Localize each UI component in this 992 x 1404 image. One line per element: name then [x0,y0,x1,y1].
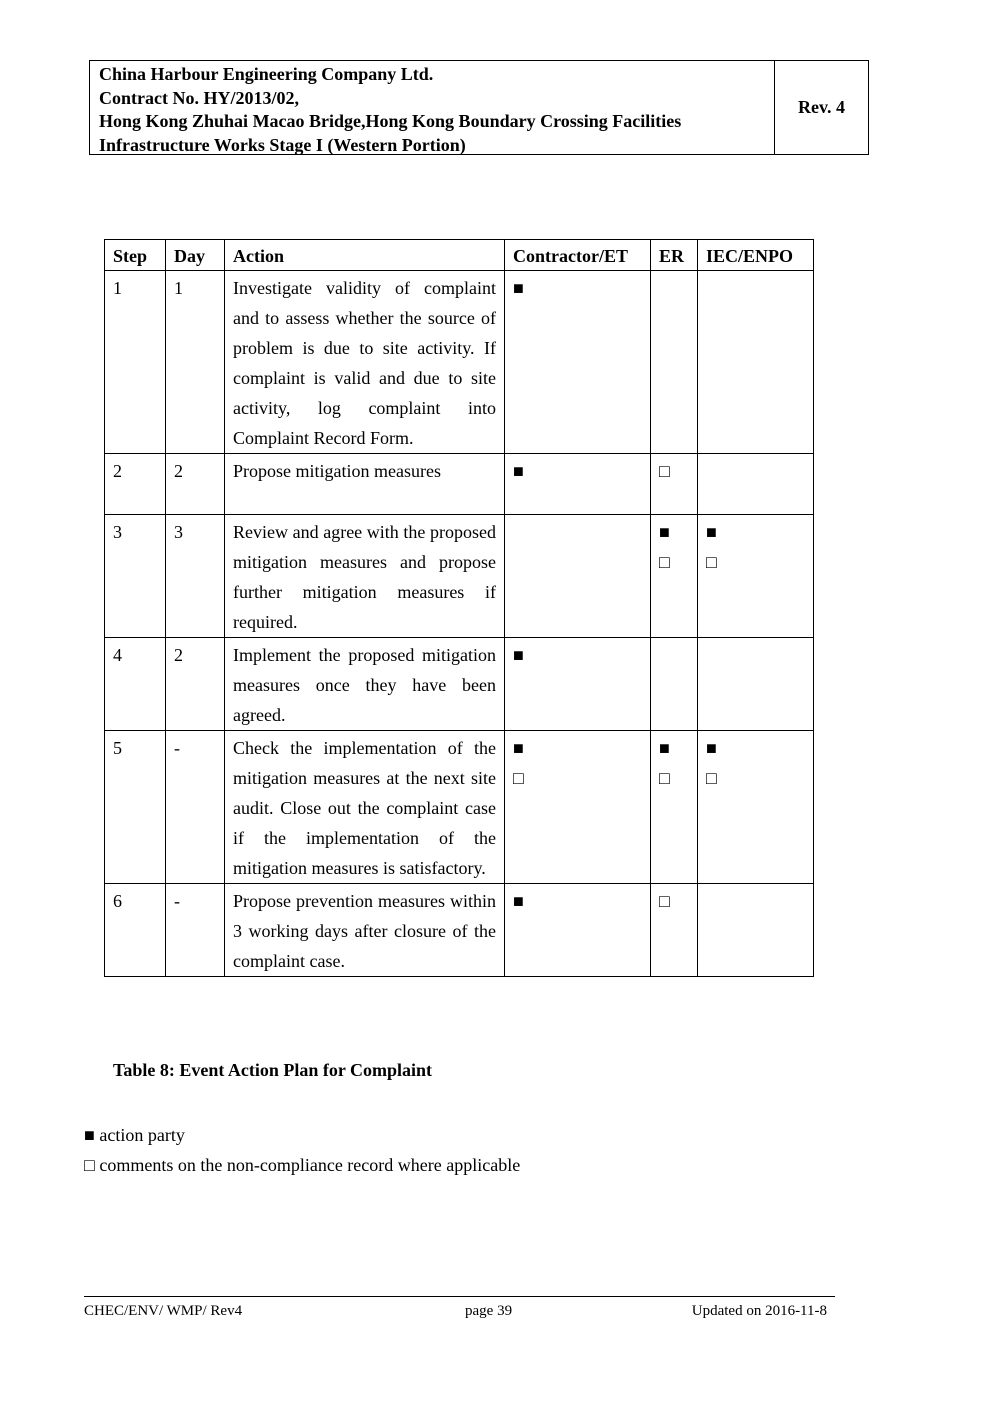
legend [84,1120,520,1180]
legend-comments: □ comments on the non-compliance record where applicable [84,1155,521,1175]
project-title: Hong Kong Zhuhai Macao Bridge,Hong Kong Boundary Crossing Facilities [99,111,682,131]
column-header-action: Action [225,240,505,271]
day-cell: - [166,731,225,884]
er-cell [651,515,698,638]
table-caption: Table 8: Event Action Plan for Complaint [113,1060,433,1080]
column-header-contractor: Contractor/ET [505,240,651,271]
column-header-er: ER [651,240,698,271]
action-cell: Investigate validity of complaint and to assess whether the source of problem is due to site activity. If complaint is valid and due to site activity, log complaint into Complaint Record Form. [225,271,505,454]
comments-mark: □ [659,552,670,572]
action-party-mark: ■ [513,891,524,911]
action-cell: Propose mitigation measures [225,454,505,515]
action-party-mark: ■ [706,522,717,542]
contractor-cell [505,638,651,731]
step-cell: 5 [105,731,166,884]
day-cell: 3 [166,515,225,638]
comments-mark: □ [659,891,670,911]
er-cell [651,731,698,884]
footer-page-number: page 39 [465,1303,513,1319]
contract-number: Contract No. HY/2013/02, [99,87,299,108]
table-row [105,454,814,515]
table-row [105,884,814,977]
contractor-cell [505,731,651,884]
table-row [105,515,814,638]
header-title-block [90,61,775,154]
action-party-mark: ■ [513,645,524,665]
footer-divider [84,1296,835,1297]
comments-mark: □ [706,552,717,572]
day-cell: 1 [166,271,225,454]
action-party-mark: ■ [659,738,670,758]
iec-cell [698,515,814,638]
er-cell [651,884,698,977]
iec-cell [698,884,814,977]
step-cell: 4 [105,638,166,731]
action-cell: Check the implementation of the mitigation measures at the next site audit. Close out the complaint case if the implementation of the mitigation measures is satisfactory. [225,731,505,884]
action-cell: Implement the proposed mitigation measures once they have been agreed. [225,638,505,731]
action-party-mark: ■ [513,461,524,481]
iec-cell [698,731,814,884]
comments-mark: □ [659,461,670,481]
comments-mark: □ [706,768,717,788]
footer-updated-date: Updated on 2016-11-8 [691,1303,827,1319]
revision-label: Rev. 4 [798,97,845,117]
step-cell: 6 [105,884,166,977]
day-cell: 2 [166,638,225,731]
step-cell: 1 [105,271,166,454]
column-header-day: Day [166,240,225,271]
column-header-iec-enpo: IEC/ENPO [698,240,814,271]
action-party-mark: ■ [513,738,524,758]
table-row [105,731,814,884]
day-cell: 2 [166,454,225,515]
event-action-plan-table [104,239,814,977]
er-cell [651,454,698,515]
contractor-cell [505,515,651,638]
iec-cell [698,271,814,454]
table-row [105,638,814,731]
column-header-step: Step [105,240,166,271]
er-cell [651,271,698,454]
project-subtitle: Infrastructure Works Stage I (Western Portion) [99,134,466,155]
footer-doc-ref: CHEC/ENV/ WMP/ Rev4 [84,1303,243,1319]
action-party-mark: ■ [513,278,524,298]
action-party-mark: ■ [659,522,670,542]
contractor-cell [505,454,651,515]
legend-action-party: ■ action party [84,1125,185,1145]
comments-mark: □ [659,768,670,788]
company-name: China Harbour Engineering Company Ltd. [99,64,434,84]
contractor-cell [505,884,651,977]
document-header [89,60,869,155]
comments-mark: □ [513,768,524,788]
iec-cell [698,454,814,515]
action-cell: Review and agree with the proposed mitigation measures and propose further mitigation measures if required. [225,515,505,638]
table-header-row [105,240,814,271]
er-cell [651,638,698,731]
action-cell: Propose prevention measures within 3 working days after closure of the complaint case. [225,884,505,977]
table-row [105,271,814,454]
action-party-mark: ■ [706,738,717,758]
iec-cell [698,638,814,731]
step-cell: 2 [105,454,166,515]
step-cell: 3 [105,515,166,638]
contractor-cell [505,271,651,454]
day-cell: - [166,884,225,977]
